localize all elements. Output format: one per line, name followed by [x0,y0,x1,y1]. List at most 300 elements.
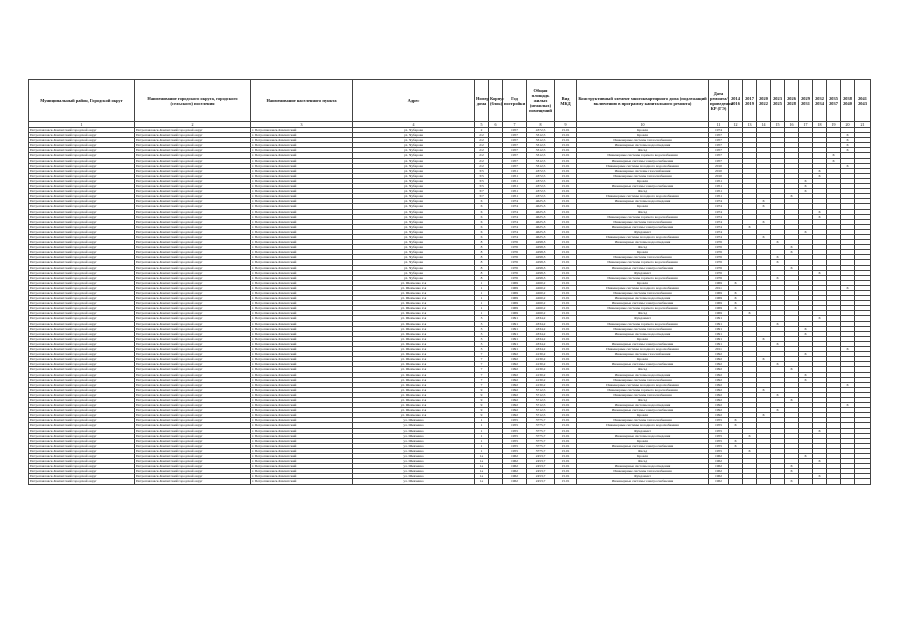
element-cell: Кровля [577,336,709,341]
year-cell: 1974 [503,204,527,209]
element-cell: Фасад [577,459,709,464]
last-repair-cell: 1992 [709,392,729,397]
period-cell: X [841,138,855,143]
element-cell: Инженерные системы холодного водоснабжения [577,234,709,239]
mkd-type-cell: 15.01 [555,280,577,285]
mkd-type-cell: 15.01 [555,321,577,326]
year-cell: 1955 [503,433,527,438]
period-cell: X [813,209,827,214]
locality-cell: г. Петропавловск-Камчатский [251,438,353,443]
year-cell: 1976 [503,270,527,275]
period-cell: X [757,357,771,362]
element-cell: Фасад [577,311,709,316]
municipality-cell: Петропавловск-Камчатский городской округ [29,372,135,377]
area-cell: 5712,5 [527,403,555,408]
mkd-type-cell: 15.01 [555,194,577,199]
address-cell: ул. Шевченко 2-я [353,408,475,413]
locality-cell: г. Петропавловск-Камчатский [251,362,353,367]
period-cell: X [771,240,785,245]
locality-cell: г. Петропавловск-Камчатский [251,474,353,479]
element-cell: Инженерные системы холодного водоснабжения [577,285,709,290]
settlement-cell: Петропавловск-Камчатский городской округ [135,275,251,280]
element-cell: Фасад [577,367,709,372]
last-repair-cell: 1962 [709,479,729,484]
house-cell: 2/2 [475,153,489,158]
period-cell: X [757,387,771,392]
last-repair-cell: 1992 [709,352,729,357]
mkd-type-cell: 15.01 [555,428,577,433]
municipality-cell: Петропавловск-Камчатский городской округ [29,184,135,189]
period-cell: X [743,448,757,453]
header-mkd-type: Вид МКД [555,80,577,122]
address-cell: ул. Шевченко 2-я [353,372,475,377]
settlement-cell: Петропавловск-Камчатский городской округ [135,326,251,331]
settlement-cell: Петропавловск-Камчатский городской округ [135,372,251,377]
municipality-cell: Петропавловск-Камчатский городской округ [29,163,135,168]
column-number: 17 [799,122,813,128]
period-cell: X [841,163,855,168]
locality-cell: г. Петропавловск-Камчатский [251,382,353,387]
locality-cell: г. Петропавловск-Камчатский [251,204,353,209]
municipality-cell: Петропавловск-Камчатский городской округ [29,224,135,229]
settlement-cell: Петропавловск-Камчатский городской округ [135,408,251,413]
settlement-cell: Петропавловск-Камчатский городской округ [135,158,251,163]
settlement-cell: Петропавловск-Камчатский городской округ [135,367,251,372]
period-cell: X [771,408,785,413]
period-cell: X [785,479,799,484]
period-cell: X [799,352,813,357]
locality-cell: г. Петропавловск-Камчатский [251,392,353,397]
locality-cell: г. Петропавловск-Камчатский [251,168,353,173]
settlement-cell: Петропавловск-Камчатский городской округ [135,377,251,382]
element-cell: Кровля [577,438,709,443]
municipality-cell: Петропавловск-Камчатский городской округ [29,443,135,448]
locality-cell: г. Петропавловск-Камчатский [251,403,353,408]
element-cell: Фасад [577,245,709,250]
period-cell: X [813,459,827,464]
last-repair-cell: 1951 [709,184,729,189]
area-cell: 3312,5 [527,158,555,163]
house-cell: 3 [475,316,489,321]
column-number: 6 [489,122,503,128]
period-cell: X [757,413,771,418]
last-repair-cell: 1974 [709,209,729,214]
header-settlement: Наименование городского округа, городского (сельского) поселения [135,80,251,122]
year-cell: 1992 [503,397,527,402]
address-cell: ул. Шевченко [353,433,475,438]
locality-cell: г. Петропавловск-Камчатский [251,153,353,158]
area-cell: 5712,5 [527,397,555,402]
area-cell: 4372,5 [527,128,555,133]
settlement-cell: Петропавловск-Камчатский городской округ [135,459,251,464]
house-cell: 9 [475,397,489,402]
period-cell: X [813,316,827,321]
municipality-cell: Петропавловск-Камчатский городской округ [29,464,135,469]
period-cell [827,479,841,484]
year-cell: 1962 [503,459,527,464]
address-cell: ул. Чубарова [353,265,475,270]
address-cell: ул. Шевченко [353,454,475,459]
address-cell: ул. Шевченко 2-я [353,397,475,402]
municipality-cell: Петропавловск-Камчатский городской округ [29,377,135,382]
address-cell: ул. Чубарова [353,163,475,168]
period-cell: X [771,255,785,260]
header-period: 2029 2031 [799,80,813,122]
element-cell: Инженерные системы холодного водоснабжения [577,347,709,352]
last-repair-cell: 1962 [709,459,729,464]
municipality-cell: Петропавловск-Камчатский городской округ [29,143,135,148]
year-cell: 1992 [503,408,527,413]
settlement-cell: Петропавловск-Камчатский городской округ [135,240,251,245]
year-cell: 1951 [503,173,527,178]
locality-cell: г. Петропавловск-Камчатский [251,219,353,224]
year-cell: 1976 [503,245,527,250]
locality-cell: г. Петропавловск-Камчатский [251,280,353,285]
last-repair-cell: 1991 [709,336,729,341]
municipality-cell: Петропавловск-Камчатский городской округ [29,296,135,301]
mkd-type-cell: 15.01 [555,443,577,448]
house-cell: 2 [475,128,489,133]
year-cell: 1951 [503,184,527,189]
address-cell: ул. Чубарова [353,168,475,173]
column-number: 7 [503,122,527,128]
period-cell: X [813,270,827,275]
area-cell: 4372,5 [527,194,555,199]
element-cell: Инженерные системы электроснабжения [577,362,709,367]
settlement-cell: Петропавловск-Камчатский городской округ [135,403,251,408]
column-number: 3 [251,122,353,128]
column-number: 18 [813,122,827,128]
address-cell: ул. Чубарова [353,240,475,245]
address-cell: ул. Чубарова [353,250,475,255]
header-period: 2023 2025 [771,80,785,122]
mkd-type-cell: 15.01 [555,479,577,484]
house-cell: 8 [475,240,489,245]
house-cell: 9 [475,403,489,408]
mkd-type-cell: 15.01 [555,199,577,204]
mkd-type-cell: 15.01 [555,403,577,408]
settlement-cell: Петропавловск-Камчатский городской округ [135,311,251,316]
period-cell: X [799,377,813,382]
area-cell: 4260,2 [527,296,555,301]
municipality-cell: Петропавловск-Камчатский городской округ [29,469,135,474]
settlement-cell: Петропавловск-Камчатский городской округ [135,153,251,158]
house-cell: 6 [475,204,489,209]
year-cell: 1955 [503,418,527,423]
element-cell: Кровля [577,133,709,138]
settlement-cell: Петропавловск-Камчатский городской округ [135,433,251,438]
year-cell: 1991 [503,321,527,326]
address-cell: ул. Чубарова [353,199,475,204]
address-cell: ул. Чубарова [353,138,475,143]
house-cell: 1 [475,443,489,448]
house-cell: 2/2 [475,133,489,138]
last-repair-cell: 1991 [709,331,729,336]
area-cell: 2453,7 [527,464,555,469]
locality-cell: г. Петропавловск-Камчатский [251,194,353,199]
house-cell: 7 [475,382,489,387]
settlement-cell: Петропавловск-Камчатский городской округ [135,280,251,285]
settlement-cell: Петропавловск-Камчатский городской округ [135,138,251,143]
house-cell: 6 [475,229,489,234]
address-cell: ул. Чубарова [353,260,475,265]
mkd-type-cell: 15.01 [555,474,577,479]
header-period: 2017 2019 [743,80,757,122]
address-cell: ул. Шевченко 2-я [353,392,475,397]
address-cell: ул. Шевченко 2-я [353,326,475,331]
house-cell: 8 [475,270,489,275]
column-number: 10 [577,122,709,128]
period-cell: X [729,291,743,296]
house-cell: 1 [475,285,489,290]
last-repair-cell: 1976 [709,270,729,275]
last-repair-cell: 1962 [709,464,729,469]
municipality-cell: Петропавловск-Камчатский городской округ [29,260,135,265]
column-number: 9 [555,122,577,128]
area-cell: 3312,5 [527,163,555,168]
period-cell [855,479,871,484]
municipality-cell: Петропавловск-Камчатский городской округ [29,229,135,234]
address-cell: ул. Шевченко 2-я [353,357,475,362]
area-cell: 3775,7 [527,418,555,423]
locality-cell: г. Петропавловск-Камчатский [251,143,353,148]
year-cell: 1974 [503,214,527,219]
year-cell: 1974 [503,209,527,214]
locality-cell: г. Петропавловск-Камчатский [251,234,353,239]
last-repair-cell: 2011 [709,347,729,352]
mkd-type-cell: 15.01 [555,336,577,341]
element-cell: Инженерные системы теплоснабжения [577,469,709,474]
area-cell: 3312,5 [527,143,555,148]
last-repair-cell: 1955 [709,448,729,453]
settlement-cell: Петропавловск-Камчатский городской округ [135,392,251,397]
element-cell: Фасад [577,189,709,194]
element-cell: Инженерные системы теплоснабжения [577,377,709,382]
period-cell: X [813,474,827,479]
header-locality: Наименование населенного пункта [251,80,353,122]
element-cell: Инженерные системы водоотведения [577,403,709,408]
element-cell: Инженерные системы электроснабжения [577,341,709,346]
address-cell: ул. Шевченко 2-я [353,403,475,408]
municipality-cell: Петропавловск-Камчатский городской округ [29,291,135,296]
settlement-cell: Петропавловск-Камчатский городской округ [135,128,251,133]
locality-cell: г. Петропавловск-Камчатский [251,260,353,265]
area-cell: 4334,2 [527,326,555,331]
settlement-cell: Петропавловск-Камчатский городской округ [135,224,251,229]
period-cell: X [729,443,743,448]
element-cell: Кровля [577,357,709,362]
address-cell: ул. Шевченко 2-я [353,280,475,285]
last-repair-cell: 1955 [709,428,729,433]
period-cell: X [799,178,813,183]
settlement-cell: Петропавловск-Камчатский городской округ [135,397,251,402]
element-cell: Фундамент [577,229,709,234]
period-cell: X [729,438,743,443]
period-cell [771,479,785,484]
last-repair-cell: 1974 [709,128,729,133]
settlement-cell: Петропавловск-Камчатский городской округ [135,438,251,443]
year-cell: 1962 [503,479,527,484]
address-cell: ул. Чубарова [353,148,475,153]
settlement-cell: Петропавловск-Камчатский городской округ [135,229,251,234]
year-cell: 1962 [503,464,527,469]
locality-cell: г. Петропавловск-Камчатский [251,372,353,377]
year-cell: 1976 [503,260,527,265]
area-cell: 4130,2 [527,367,555,372]
last-repair-cell: 1955 [709,433,729,438]
municipality-cell: Петропавловск-Камчатский городской округ [29,418,135,423]
municipality-cell: Петропавловск-Камчатский городской округ [29,209,135,214]
house-cell: 9 [475,392,489,397]
element-cell: Фундамент [577,474,709,479]
address-cell: ул. Шевченко 2-я [353,352,475,357]
year-cell: 1957 [503,148,527,153]
period-cell: X [799,184,813,189]
period-cell: X [841,285,855,290]
address-cell: ул. Чубарова [353,194,475,199]
locality-cell: г. Петропавловск-Камчатский [251,413,353,418]
element-cell: Инженерные системы теплоснабжения [577,219,709,224]
column-number: 5 [475,122,489,128]
element-cell: Инженерные системы горячего водоснабжения [577,214,709,219]
house-cell: 6 [475,209,489,214]
house-cell: 8 [475,250,489,255]
period-cell: X [743,311,757,316]
last-repair-cell: 1974 [709,219,729,224]
mkd-type-cell: 15.01 [555,296,577,301]
period-cell: X [841,382,855,387]
header-house: Номер дома [475,80,489,122]
locality-cell: г. Петропавловск-Камчатский [251,397,353,402]
address-cell: ул. Шевченко [353,418,475,423]
area-cell: 2453,7 [527,479,555,484]
locality-cell: г. Петропавловск-Камчатский [251,148,353,153]
settlement-cell: Петропавловск-Камчатский городской округ [135,204,251,209]
element-cell: Инженерные системы электроснабжения [577,158,709,163]
locality-cell: г. Петропавловск-Камчатский [251,128,353,133]
locality-cell: г. Петропавловск-Камчатский [251,285,353,290]
last-repair-cell: 1976 [709,275,729,280]
year-cell: 1976 [503,255,527,260]
settlement-cell: Петропавловск-Камчатский городской округ [135,234,251,239]
mkd-type-cell: 15.01 [555,331,577,336]
house-cell: 1 [475,423,489,428]
year-cell: 1974 [503,199,527,204]
locality-cell: г. Петропавловск-Камчатский [251,428,353,433]
address-cell: ул. Чубарова [353,229,475,234]
municipality-cell: Петропавловск-Камчатский городской округ [29,194,135,199]
settlement-cell: Петропавловск-Камчатский городской округ [135,347,251,352]
period-cell: X [771,260,785,265]
year-cell: 1962 [503,454,527,459]
mkd-type-cell: 15.01 [555,168,577,173]
address-cell: ул. Чубарова [353,153,475,158]
house-cell: 7 [475,352,489,357]
element-cell: Инженерные системы горячего водоснабжения [577,321,709,326]
period-cell: X [785,397,799,402]
area-cell: 3775,7 [527,438,555,443]
last-repair-cell: 1991 [709,341,729,346]
header-area: Общая площадь жилых (нежилых) помещений [527,80,555,122]
area-cell: 4625,3 [527,209,555,214]
locality-cell: г. Петропавловск-Камчатский [251,454,353,459]
municipality-cell: Петропавловск-Камчатский городской округ [29,413,135,418]
locality-cell: г. Петропавловск-Камчатский [251,336,353,341]
settlement-cell: Петропавловск-Камчатский городской округ [135,133,251,138]
header-period: 2020 2022 [757,80,771,122]
house-cell: 6 [475,234,489,239]
year-cell: 1991 [503,336,527,341]
last-repair-cell: 1991 [709,326,729,331]
year-cell: 1969 [503,285,527,290]
municipality-cell: Петропавловск-Камчатский городской округ [29,214,135,219]
period-cell: X [757,219,771,224]
municipality-cell: Петропавловск-Камчатский городской округ [29,362,135,367]
settlement-cell: Петропавловск-Камчатский городской округ [135,331,251,336]
period-cell: X [757,199,771,204]
mkd-type-cell: 15.01 [555,433,577,438]
last-repair-cell: 1992 [709,382,729,387]
area-cell: 4372,5 [527,189,555,194]
header-period: 2014 2016 [729,80,743,122]
settlement-cell: Петропавловск-Камчатский городской округ [135,321,251,326]
element-cell: Инженерные системы водоотведения [577,331,709,336]
last-repair-cell: 1991 [709,321,729,326]
year-cell: 1957 [503,128,527,133]
house-cell: 1а [475,459,489,464]
period-cell: X [785,194,799,199]
locality-cell: г. Петропавловск-Камчатский [251,265,353,270]
area-cell: 2453,7 [527,459,555,464]
last-repair-cell: 1976 [709,265,729,270]
locality-cell: г. Петропавловск-Камчатский [251,229,353,234]
mkd-type-cell: 15.01 [555,459,577,464]
mkd-type-cell: 15.01 [555,397,577,402]
year-cell: 1969 [503,311,527,316]
municipality-cell: Петропавловск-Камчатский городской округ [29,275,135,280]
area-cell: 4625,3 [527,214,555,219]
mkd-type-cell: 15.01 [555,240,577,245]
municipality-cell: Петропавловск-Камчатский городской округ [29,301,135,306]
capital-repair-table [28,79,871,485]
house-cell: 6 [475,214,489,219]
element-cell: Инженерные системы холодного водоснабжения [577,163,709,168]
element-cell: Инженерные системы теплоснабжения [577,173,709,178]
municipality-cell: Петропавловск-Камчатский городской округ [29,448,135,453]
mkd-type-cell: 15.01 [555,311,577,316]
municipality-cell: Петропавловск-Камчатский городской округ [29,245,135,250]
element-cell: Инженерные системы водоотведения [577,433,709,438]
year-cell: 1992 [503,377,527,382]
mkd-type-cell: 15.01 [555,367,577,372]
element-cell: Инженерные системы газоснабжения [577,352,709,357]
locality-cell: г. Петропавловск-Камчатский [251,443,353,448]
period-cell: X [757,204,771,209]
column-number: 11 [709,122,729,128]
municipality-cell: Петропавловск-Камчатский городской округ [29,240,135,245]
house-cell: 1а [475,464,489,469]
municipality-cell: Петропавловск-Камчатский городской округ [29,336,135,341]
table-row [29,479,871,484]
area-cell: 3312,5 [527,153,555,158]
year-cell: 1991 [503,326,527,331]
area-cell: 4372,5 [527,178,555,183]
last-repair-cell: 1951 [709,178,729,183]
municipality-cell: Петропавловск-Камчатский городской округ [29,331,135,336]
last-repair-cell: 1957 [709,133,729,138]
element-cell: Кровля [577,178,709,183]
house-cell: 2/2 [475,158,489,163]
